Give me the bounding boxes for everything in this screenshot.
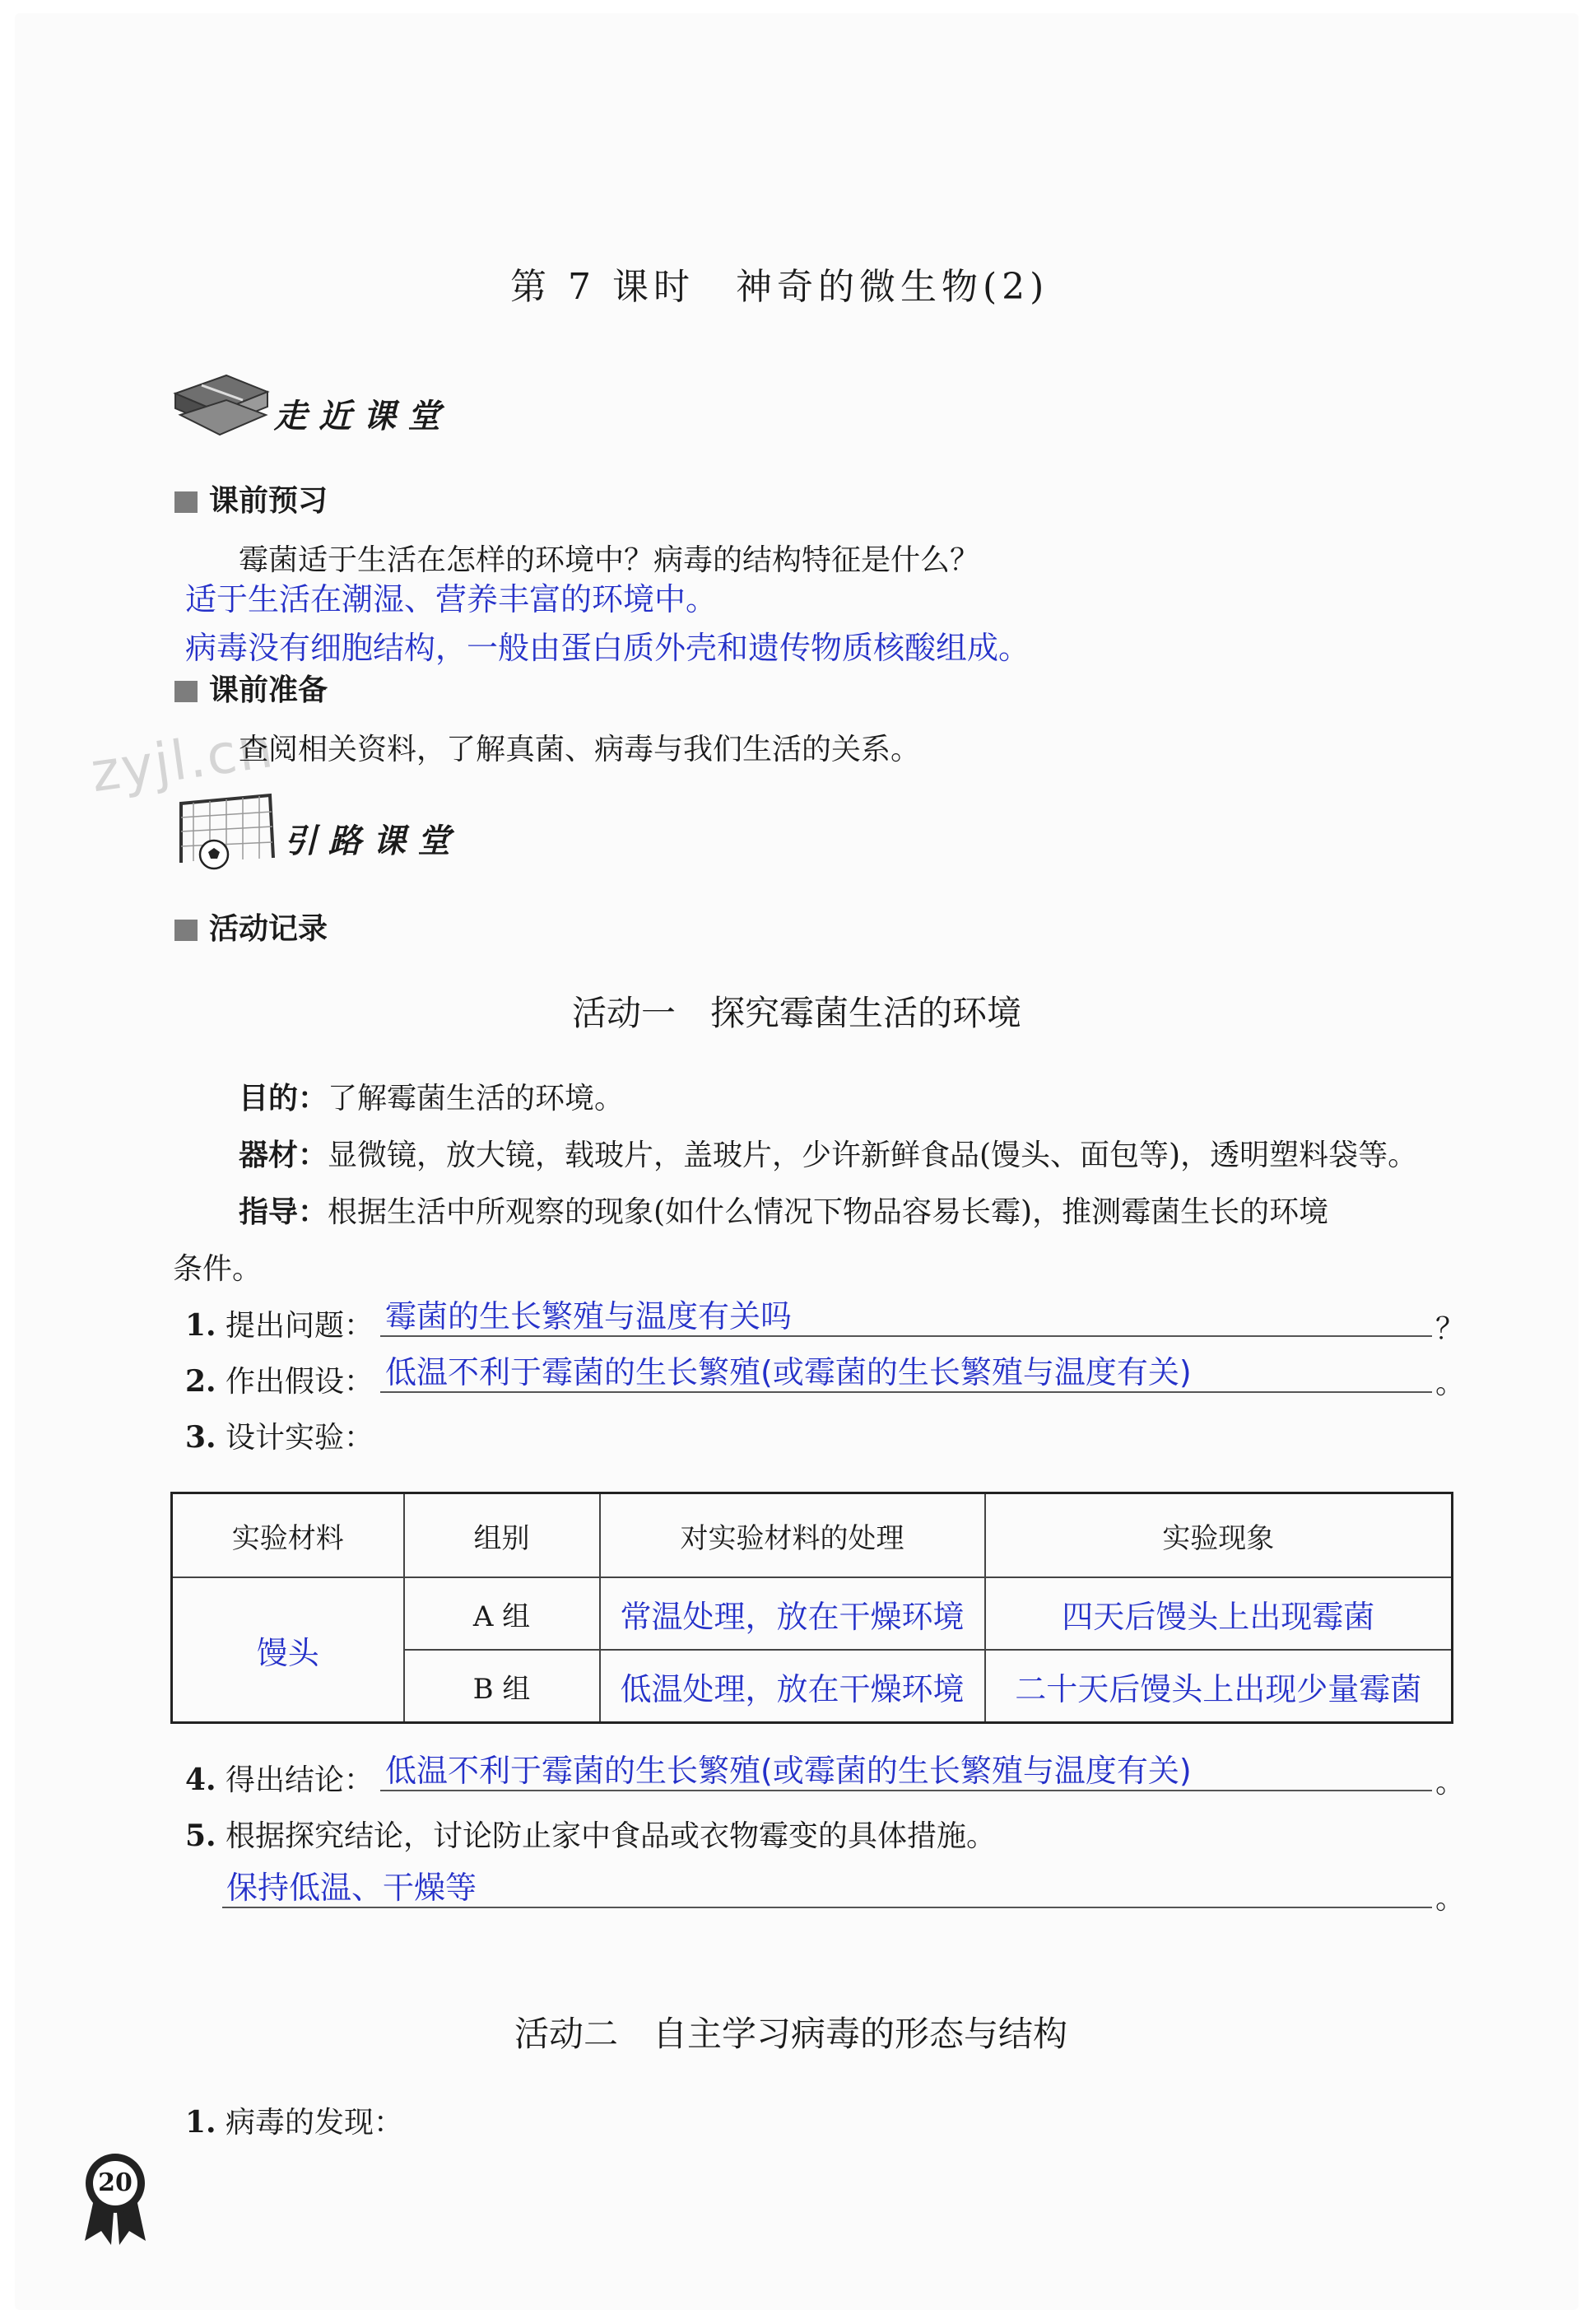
- table-header-cell: 对实验材料的处理: [600, 1493, 985, 1578]
- section-heading-text: 活动记录: [209, 912, 328, 946]
- activity2-q1-number: 1.: [185, 2105, 216, 2140]
- table-cell-result: 四天后馒头上出现霉菌: [985, 1577, 1453, 1650]
- section-heading-text: 课前预习: [209, 484, 328, 518]
- table-header-cell: 实验现象: [985, 1493, 1453, 1578]
- table-header-cell: 实验材料: [172, 1493, 404, 1578]
- q3-label-text: 设计实验：: [226, 1421, 374, 1455]
- section-heading-text: 课前准备: [209, 673, 328, 707]
- q1-label: [185, 1302, 374, 1344]
- medal-icon: [78, 2150, 152, 2249]
- section-heading-preview: [174, 477, 328, 519]
- table-cell-result: 二十天后馒头上出现少量霉菌: [985, 1650, 1453, 1723]
- section-marker: [174, 920, 198, 941]
- activity1-guide: [239, 1189, 1328, 1231]
- page-number-badge: [78, 2150, 152, 2249]
- q5-label: [185, 1813, 996, 1855]
- q1-answer-line: [380, 1335, 1432, 1337]
- purpose-text: 了解霉菌生活的环境。: [328, 1082, 625, 1115]
- q4-number: 4.: [185, 1763, 216, 1797]
- q2-number: 2.: [185, 1364, 216, 1399]
- activity1-guide-line2: 条件。: [173, 1252, 263, 1286]
- table-cell-treatment: 低温处理，放在干燥环境: [600, 1650, 985, 1723]
- purpose-label: 目的：: [239, 1081, 328, 1115]
- q4-label-text: 得出结论：: [226, 1763, 374, 1797]
- table-header-row: [172, 1493, 1453, 1578]
- equipment-label: 器材：: [239, 1138, 328, 1172]
- table-cell-material: 馒头: [172, 1577, 404, 1723]
- activity2-title: 活动二 自主学习病毒的形态与结构: [514, 2014, 1068, 2054]
- guide-text: 根据生活中所观察的现象(如什么情况下物品容易长霉)，推测霉菌生长的环境: [328, 1195, 1329, 1229]
- q1-label-text: 提出问题：: [226, 1309, 374, 1343]
- q5-end-mark: 。: [1435, 1882, 1466, 1916]
- q4-answer: 低温不利于霉菌的生长繁殖(或霉菌的生长繁殖与温度有关): [385, 1753, 1192, 1789]
- q5-number: 5.: [185, 1819, 216, 1853]
- q2-label-text: 作出假设：: [226, 1365, 374, 1399]
- equipment-text: 显微镜，放大镜，载玻片，盖玻片，少许新鲜食品(馒头、面包等)，透明塑料袋等。: [328, 1139, 1418, 1172]
- guide-label: 指导：: [239, 1195, 328, 1229]
- q4-answer-line: [380, 1790, 1432, 1791]
- q2-end-mark: 。: [1435, 1367, 1466, 1400]
- page-number: 20: [98, 2168, 133, 2197]
- section-heading-activity-record: [174, 906, 328, 948]
- q2-answer-line: [380, 1391, 1432, 1393]
- activity1-equipment: [239, 1132, 1417, 1174]
- activity2-q1-label: [185, 2099, 403, 2141]
- section-heading-prepare: [174, 667, 328, 709]
- table-row: [172, 1577, 1453, 1650]
- q4-end-mark: 。: [1435, 1766, 1466, 1800]
- lesson-title: 第 7 课时 神奇的微生物(2): [510, 266, 1049, 308]
- q2-label: [185, 1358, 374, 1400]
- q5-answer: 保持低温、干燥等: [226, 1870, 477, 1906]
- q3-number: 3.: [185, 1420, 216, 1455]
- q5-text: 根据探究结论，讨论防止家中食品或衣物霉变的具体措施。: [226, 1819, 997, 1853]
- q4-label: [185, 1757, 374, 1799]
- table-cell-group: A 组: [404, 1577, 600, 1650]
- q1-end-mark: ？: [1435, 1312, 1466, 1346]
- table-cell-group: B 组: [404, 1650, 600, 1723]
- q1-answer: 霉菌的生长繁殖与温度有关吗: [385, 1298, 793, 1334]
- q2-answer: 低温不利于霉菌的生长繁殖(或霉菌的生长繁殖与温度有关): [385, 1354, 1192, 1390]
- banner-yinlu-ketang: 引路课堂: [284, 822, 462, 860]
- table-cell-treatment: 常温处理，放在干燥环境: [600, 1577, 985, 1650]
- q5-answer-line: [222, 1907, 1432, 1908]
- books-icon: [169, 369, 276, 443]
- activity1-title: 活动一 探究霉菌生活的环境: [572, 993, 1022, 1033]
- q1-number: 1.: [185, 1308, 216, 1343]
- q3-label: [185, 1414, 374, 1456]
- experiment-table: [170, 1492, 1453, 1724]
- section-marker: [174, 491, 198, 513]
- activity2-q1-label-text: 病毒的发现：: [226, 2106, 404, 2140]
- prepare-text: 查阅相关资料，了解真菌、病毒与我们生活的关系。: [239, 733, 921, 766]
- preview-answer-2: 病毒没有细胞结构，一般由蛋白质外壳和遗传物质核酸组成。: [185, 630, 1030, 666]
- activity1-purpose: [239, 1075, 624, 1117]
- preview-question: 霉菌适于生活在怎样的环境中？病毒的结构特征是什么？: [239, 543, 980, 577]
- banner-zoujin-ketang: 走近课堂: [274, 397, 452, 435]
- soccer-goal-icon: [173, 789, 280, 871]
- preview-answer-1: 适于生活在潮湿、营养丰富的环境中。: [185, 581, 718, 617]
- table-header-cell: 组别: [404, 1493, 600, 1578]
- section-marker: [174, 681, 198, 702]
- watermark: zyjl.cn: [86, 715, 278, 805]
